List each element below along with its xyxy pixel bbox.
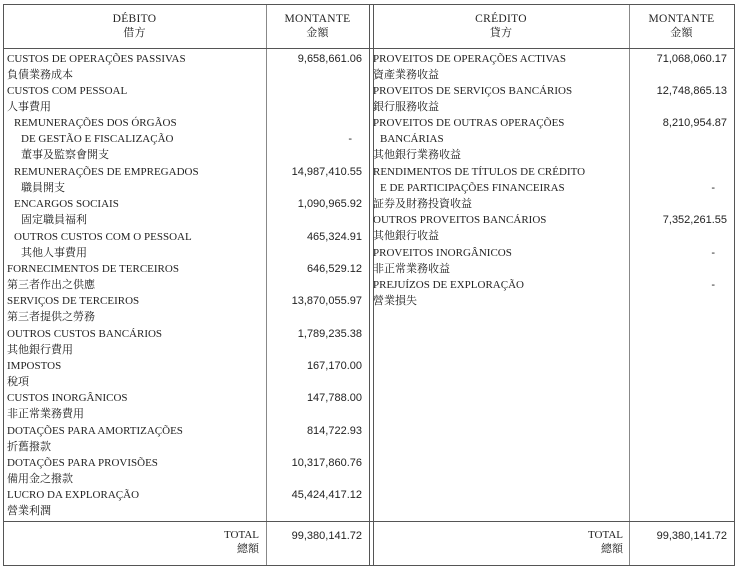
credit-label: PREJUÍZOS DE EXPLORAÇÃO bbox=[373, 279, 524, 291]
credit-amount: - bbox=[711, 247, 715, 259]
total-label: TOTAL bbox=[224, 529, 259, 541]
debit-amount: 814,722.93 bbox=[306, 425, 362, 437]
debit-amount: - bbox=[348, 133, 352, 145]
total-label-cn: 總額 bbox=[237, 543, 259, 555]
debit-amount: 646,529.12 bbox=[306, 263, 362, 275]
total-divider bbox=[3, 521, 735, 522]
debit-label: OUTROS CUSTOS BANCÁRIOS bbox=[7, 328, 163, 340]
credit-label: RENDIMENTOS DE TÍTULOS DE CRÉDITO bbox=[373, 166, 586, 178]
credit-title: CRÉDITO bbox=[475, 13, 527, 25]
debit-amount: 13,870,055.97 bbox=[291, 295, 362, 307]
credit-label-cn: 其他銀行收益 bbox=[373, 230, 439, 242]
table-border-left bbox=[3, 4, 4, 566]
table-border-bottom bbox=[3, 565, 735, 566]
credit-label-cn: 証券及財務投資收益 bbox=[373, 198, 472, 210]
debit-label: ENCARGOS SOCIAIS bbox=[14, 198, 119, 210]
debit-label: IMPOSTOS bbox=[7, 360, 62, 372]
debit-label-cont: DE GESTÃO E FISCALIZAÇÃO bbox=[21, 133, 174, 145]
debit-amount: 10,317,860.76 bbox=[291, 457, 362, 469]
debit-amount: 167,170.00 bbox=[306, 360, 362, 372]
column-divider bbox=[266, 4, 267, 566]
table-border-right bbox=[734, 4, 735, 566]
debit-label-cn: 營業利潤 bbox=[7, 505, 51, 517]
debit-label: CUSTOS INORGÂNICOS bbox=[7, 392, 128, 404]
debit-label-cn: 職員開支 bbox=[21, 182, 65, 194]
credit-label: OUTROS PROVEITOS BANCÁRIOS bbox=[373, 214, 547, 226]
credit-label-cont: BANCÁRIAS bbox=[380, 133, 444, 145]
credit-label: PROVEITOS DE SERVIÇOS BANCÁRIOS bbox=[373, 85, 573, 97]
credit-header bbox=[373, 12, 629, 40]
debit-label-cn: 非正常業務費用 bbox=[7, 408, 84, 420]
credit-total-amount: 99,380,141.72 bbox=[656, 530, 727, 542]
total-label-cn: 總額 bbox=[601, 543, 623, 555]
credit-total-label bbox=[515, 528, 623, 556]
amount-title-cn: 金額 bbox=[306, 27, 329, 39]
debit-label-cn: 人事費用 bbox=[7, 101, 51, 113]
debit-amount: 14,987,410.55 bbox=[291, 166, 362, 178]
credit-amount: 12,748,865.13 bbox=[656, 85, 727, 97]
credit-amount: 7,352,261.55 bbox=[662, 214, 727, 226]
debit-amount-header bbox=[266, 12, 369, 40]
debit-total-amount: 99,380,141.72 bbox=[291, 530, 362, 542]
debit-total-label bbox=[153, 528, 259, 556]
credit-label: PROVEITOS INORGÂNICOS bbox=[373, 247, 512, 259]
debit-label-cn: 備用金之撥款 bbox=[7, 473, 73, 485]
debit-label: REMUNERAÇÕES DE EMPREGADOS bbox=[14, 166, 199, 178]
table-border-top bbox=[3, 4, 735, 5]
debit-label-cn: 稅項 bbox=[7, 376, 29, 388]
debit-label-cn: 其他人事費用 bbox=[21, 247, 87, 259]
debit-label-cn: 第三者提供之勞務 bbox=[7, 311, 95, 323]
debit-label: DOTAÇÕES PARA AMORTIZAÇÕES bbox=[7, 425, 183, 437]
debit-amount: 465,324.91 bbox=[306, 231, 362, 243]
credit-label-cn: 資產業務收益 bbox=[373, 69, 439, 81]
debit-label-cn: 其他銀行費用 bbox=[7, 344, 73, 356]
credit-label-cn: 非正常業務收益 bbox=[373, 263, 450, 275]
debit-label: LUCRO DA EXPLORAÇÃO bbox=[7, 489, 140, 501]
debit-amount: 1,789,235.38 bbox=[297, 328, 362, 340]
debit-amount: 9,658,661.06 bbox=[297, 53, 362, 65]
credit-title-cn: 貸方 bbox=[489, 27, 513, 39]
credit-amount: - bbox=[711, 182, 715, 194]
credit-amount: 71,068,060.17 bbox=[656, 53, 727, 65]
amount-title: MONTANTE bbox=[284, 13, 351, 25]
credit-label-cont: E DE PARTICIPAÇÕES FINANCEIRAS bbox=[380, 182, 565, 194]
amount-title: MONTANTE bbox=[648, 13, 715, 25]
debit-label-cn: 負債業務成本 bbox=[7, 69, 73, 81]
debit-label-cn: 折舊撥款 bbox=[7, 441, 51, 453]
amount-title-cn: 金額 bbox=[670, 27, 693, 39]
debit-title-cn: 借方 bbox=[123, 27, 146, 39]
debit-label: DOTAÇÕES PARA PROVISÕES bbox=[7, 457, 158, 469]
debit-amount: 1,090,965.92 bbox=[297, 198, 362, 210]
debit-label: SERVIÇOS DE TERCEIROS bbox=[7, 295, 140, 307]
header-divider bbox=[3, 48, 735, 49]
debit-label: OUTROS CUSTOS COM O PESSOAL bbox=[14, 231, 192, 243]
credit-label-cn: 銀行服務收益 bbox=[373, 101, 439, 113]
debit-amount: 45,424,417.12 bbox=[291, 489, 362, 501]
credit-amount: - bbox=[711, 279, 715, 291]
credit-label-cn: 營業損失 bbox=[373, 295, 417, 307]
debit-label-cn: 固定職員福利 bbox=[21, 214, 87, 226]
total-label: TOTAL bbox=[588, 529, 623, 541]
debit-label-cn: 董事及監察會開支 bbox=[21, 149, 109, 161]
debit-amount: 147,788.00 bbox=[306, 392, 362, 404]
credit-label-cn: 其他銀行業務收益 bbox=[373, 149, 461, 161]
debit-title: DÉBITO bbox=[112, 13, 157, 25]
column-divider bbox=[369, 4, 370, 566]
debit-label: CUSTOS COM PESSOAL bbox=[7, 85, 128, 97]
credit-amount: 8,210,954.87 bbox=[662, 117, 727, 129]
credit-label: PROVEITOS DE OUTRAS OPERAÇÕES bbox=[373, 117, 565, 129]
credit-label: PROVEITOS DE OPERAÇÕES ACTIVAS bbox=[373, 53, 567, 65]
debit-label: FORNECIMENTOS DE TERCEIROS bbox=[7, 263, 179, 275]
ledger-table bbox=[3, 4, 735, 566]
credit-amount-header bbox=[629, 12, 734, 40]
debit-label: CUSTOS DE OPERAÇÕES PASSIVAS bbox=[7, 53, 186, 65]
debit-label: REMUNERAÇÕES DOS ÓRGÃOS bbox=[14, 117, 177, 129]
debit-label-cn: 第三者作出之供應 bbox=[7, 279, 95, 291]
debit-header bbox=[3, 12, 266, 40]
